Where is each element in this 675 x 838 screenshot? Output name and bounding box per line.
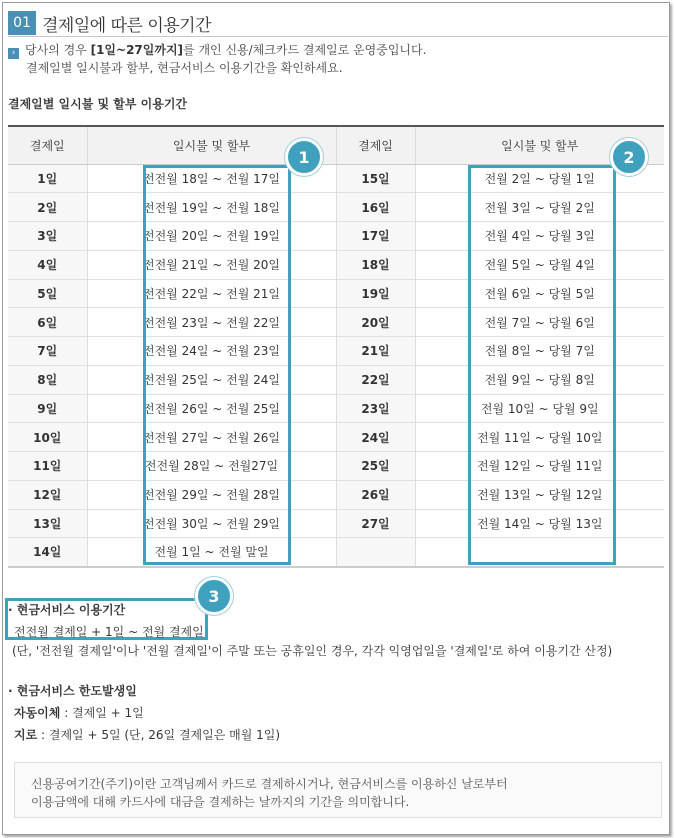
cash-limit-giro <box>14 726 280 743</box>
billing-day-cell: 20일 <box>336 308 415 337</box>
section-number: 01 <box>8 11 36 35</box>
footnote-box <box>14 762 662 818</box>
period-cell: 전전월 23일 ~ 전월 22일 <box>87 308 336 337</box>
cash-period-value: 전전월 결제일 + 1일 ~ 전월 결제일 <box>14 625 204 639</box>
period-cell: 전월 9일 ~ 당월 8일 <box>415 365 664 394</box>
billing-day-cell: 22일 <box>336 365 415 394</box>
billing-day-cell: 5일 <box>8 279 87 308</box>
column-header: 일시불 및 할부 <box>415 126 664 164</box>
period-cell: 전전월 28일 ~ 전월27일 <box>87 452 336 481</box>
intro-suffix: 를 개인 신용/체크카드 결제일로 운영중입니다. <box>183 43 427 57</box>
column-header: 결제일 <box>336 126 415 164</box>
period-cell: 전전월 29일 ~ 전월 28일 <box>87 480 336 509</box>
billing-day-cell: 19일 <box>336 279 415 308</box>
period-cell: 전월 6일 ~ 당월 5일 <box>415 279 664 308</box>
billing-day-cell: 18일 <box>336 250 415 279</box>
giro-label: 지로 <box>14 728 38 742</box>
section-title: 결제일에 따른 이용기간 <box>42 15 212 36</box>
billing-day-cell <box>336 538 415 567</box>
period-cell: 전전월 21일 ~ 전월 20일 <box>87 250 336 279</box>
period-cell: 전월 4일 ~ 당월 3일 <box>415 222 664 251</box>
billing-day-cell: 16일 <box>336 193 415 222</box>
billing-day-cell: 12일 <box>8 480 87 509</box>
period-cell: 전월 8일 ~ 당월 7일 <box>415 337 664 366</box>
callout-badge-1: 1 <box>285 138 323 176</box>
period-cell: 전전월 19일 ~ 전월 18일 <box>87 193 336 222</box>
giro-value: : 결제일 + 5일 (단, 26일 결제일은 매월 1일) <box>37 728 281 742</box>
billing-day-cell: 9일 <box>8 394 87 423</box>
footnote-line2: 이용금액에 대해 카드사에 대금을 결제하는 날까지의 기간을 의미합니다. <box>31 795 410 809</box>
header-divider <box>8 36 668 37</box>
period-cell: 전전월 22일 ~ 전월 21일 <box>87 279 336 308</box>
period-cell: 전월 10일 ~ 당월 9일 <box>415 394 664 423</box>
billing-day-cell: 24일 <box>336 423 415 452</box>
period-cell: 전월 3일 ~ 당월 2일 <box>415 193 664 222</box>
billing-day-cell: 14일 <box>8 538 87 567</box>
billing-day-cell: 23일 <box>336 394 415 423</box>
period-cell: 전월 11일 ~ 당월 10일 <box>415 423 664 452</box>
highlight-box-2 <box>468 165 616 565</box>
billing-day-cell: 1일 <box>8 164 87 193</box>
highlight-box-1 <box>143 165 291 565</box>
section-header <box>8 10 211 36</box>
billing-day-cell: 11일 <box>8 452 87 481</box>
table-header-row <box>8 126 664 164</box>
column-header: 결제일 <box>8 126 87 164</box>
column-header: 일시불 및 할부 <box>87 126 336 164</box>
billing-day-cell: 7일 <box>8 337 87 366</box>
billing-day-cell: 27일 <box>336 509 415 538</box>
billing-day-cell: 8일 <box>8 365 87 394</box>
billing-day-cell: 3일 <box>8 222 87 251</box>
cash-period-title: · 현금서비스 이용기간 <box>8 603 126 617</box>
cash-limit-title: · 현금서비스 한도발생일 <box>8 684 137 698</box>
intro-bold: [1일~27일까지] <box>90 43 184 57</box>
billing-day-cell: 13일 <box>8 509 87 538</box>
period-cell: 전월 5일 ~ 당월 4일 <box>415 250 664 279</box>
period-cell: 전전월 30일 ~ 전월 29일 <box>87 509 336 538</box>
billing-day-cell: 6일 <box>8 308 87 337</box>
arrow-right-icon: › <box>8 48 19 59</box>
period-cell: 전전월 25일 ~ 전월 24일 <box>87 365 336 394</box>
period-cell: 전전월 27일 ~ 전월 26일 <box>87 423 336 452</box>
billing-day-cell: 26일 <box>336 480 415 509</box>
billing-day-cell: 25일 <box>336 452 415 481</box>
billing-day-cell: 4일 <box>8 250 87 279</box>
auto-transfer-label: 자동이체 <box>14 706 61 720</box>
cash-limit-auto <box>14 704 144 721</box>
billing-day-cell: 21일 <box>336 337 415 366</box>
auto-transfer-value: : 결제일 + 1일 <box>60 706 144 720</box>
billing-day-cell: 2일 <box>8 193 87 222</box>
callout-badge-3: 3 <box>195 577 233 615</box>
period-cell: 전전월 20일 ~ 전월 19일 <box>87 222 336 251</box>
period-cell: 전전월 18일 ~ 전월 17일 <box>87 164 336 193</box>
intro-text <box>8 41 426 77</box>
billing-day-cell: 15일 <box>336 164 415 193</box>
cash-period-note: (단, '전전월 결제일'이나 '전월 결제일'이 주말 또는 공휴일인 경우, 각각 익영업일을 '결제일'로 하여 이용기간 산정) <box>12 644 613 658</box>
period-cell: 전월 12일 ~ 당월 11일 <box>415 452 664 481</box>
period-cell: 전월 14일 ~ 당월 13일 <box>415 509 664 538</box>
period-cell: 전월 7일 ~ 당월 6일 <box>415 308 664 337</box>
period-cell: 전월 13일 ~ 당월 12일 <box>415 480 664 509</box>
period-cell: 전전월 26일 ~ 전월 25일 <box>87 394 336 423</box>
footnote-line1: 신용공여기간(주기)이란 고객님께서 카드로 결제하시거나, 현금서비스를 이용하신 날로부터 <box>31 777 508 791</box>
period-cell: 전전월 24일 ~ 전월 23일 <box>87 337 336 366</box>
billing-day-cell: 17일 <box>336 222 415 251</box>
table-title: 결제일별 일시불 및 할부 이용기간 <box>8 97 188 111</box>
billing-day-cell: 10일 <box>8 423 87 452</box>
period-cell: 전월 1일 ~ 전월 말일 <box>87 538 336 567</box>
intro-line2: 결제일별 일시불과 할부, 현금서비스 이용기간을 확인하세요. <box>26 61 343 75</box>
intro-prefix: 당사의 경우 <box>25 43 91 57</box>
period-cell: 전월 2일 ~ 당월 1일 <box>415 164 664 193</box>
callout-badge-2: 2 <box>610 138 648 176</box>
